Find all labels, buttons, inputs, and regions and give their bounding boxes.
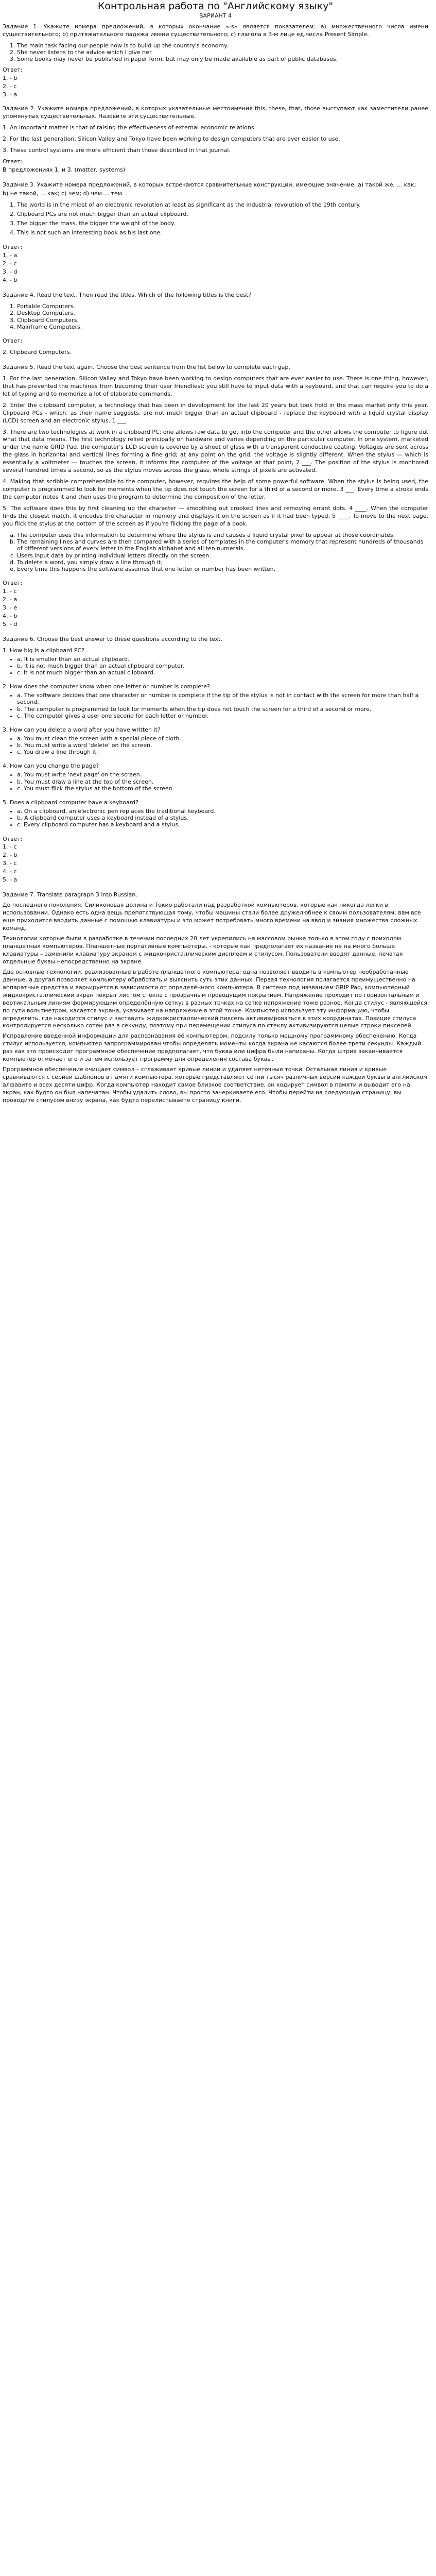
answer-line: 4. - b [3, 612, 18, 619]
answer-line: 2. - a [3, 596, 18, 603]
answer-line: 2. Clipboard Computers. [3, 348, 72, 355]
question-option: • c. You draw a line through it. [17, 749, 428, 755]
task-4-item: 2. Desktop Computers. [17, 310, 428, 316]
task-7-paragraph: Программное обеспечение очищает символ – сглаживает кривые линии и удаляет неточные точки. Остальная линия и кривые сравниваются с серией шаблонов в памяти компьютера, которые представляют сотни тысяч различных версий каждой буквы в английском алфавите и всех десяти цифр. Когда компьютер находит самое близкое соответствие, он кодирует символ в памяти и выводит его на экран, как будто он был напечатан. Чтобы удалить слово, вы просто зачеркиваете его. Чтобы перейти на следующую страницу, вы проводите стилусом внизу экрана, как будто перелистываете страницу книги. [3, 1066, 428, 1104]
task-7-paragraph: Две основные технологии, реализованные в работе планшетного компьютера: одна позволяет вводить в компьютер необработанные данные, а другая позволяет компьютеру обработать и выяснить суть этих данных. Первая технология полагается преимущественно на аппаратные средства и варьируется в зависимости от определённого компьютера. В системе под названием GRIP Pad, компьютерный жидкокристаллический экран покрыт листом стекла с прозрачным проводящим покрытием. Напряжение проходит по горизонтальным и вертикальным линиям формирующим определённую сетку; в разных точках на сетке напряжение тоже разное. Когда стилус - являющейся по сути вольтметром, касается экрана, указывает на напряжение в этой точке. Компьютер использует эту информацию, чтобы определить, где находится стилус и заставить жидкокристаллический пиксель активизироваться в этих координатах. Позиция стилуса контролируется несколько сотен раз в секунду, поэтому при перемещении стилуса по стеклу активизируются целые строки пикселей. [3, 968, 427, 1029]
task-6 [3, 636, 428, 884]
task-6-question [3, 683, 428, 719]
task-7 [3, 891, 428, 1105]
question-option: • b. A clipboard computer uses a keyboard instead of a stylus. [17, 815, 428, 821]
question-options [3, 771, 428, 792]
task-3-answer [3, 244, 428, 284]
task-2-sentence: 3. These control systems are more efficient than those described in that journal. [3, 146, 231, 154]
question-text: 1. How big is a clipboard PC? [3, 647, 85, 654]
task-6-heading: Задание 6. Choose the best answer to these questions according to the text. [3, 635, 222, 642]
question-text: 5. Does a clipboard computer have a keyboard? [3, 799, 138, 806]
task-1-list [3, 42, 428, 63]
task-3-heading: Задание 3. Укажите номера предложений, в которых встречаются сравнительные конструкции, имеющие значение: а) такой же, ... как; [3, 181, 416, 188]
task-3-item: 4. This is not such an interesting book as his last one. [17, 229, 428, 237]
question-option: • c. It is not much bigger than an actual clipboard. [17, 669, 428, 676]
task-5-option: b. The remaining lines and curves are then compared with a series of templates in the computer's memory that represent hundreds of thousands of different versions of every letter in the English alphabet and all ten numerals. [17, 538, 428, 552]
task-5-option: c. Users input data by printing individual letters directly on the screen. [17, 552, 428, 559]
question-option: • c. The computer gives a user one second for each letter or number. [17, 713, 428, 719]
variant-label: ВАРИАНТ 4 [199, 12, 232, 19]
task-1-item: 3. Some books may never be published in paper form, but may only be made available as part of public databases. [17, 56, 428, 62]
answer-label: Ответ: [3, 580, 23, 587]
task-1-answer [3, 66, 428, 99]
task-3-heading-line2: b) не такой, ... как; с) чем; d) чем ... тем. . [3, 190, 128, 197]
question-option: • a. The software decides that one character or number is complete if the tip of the stylus is not in contact with the screen for more than half a second. [17, 692, 428, 705]
task-2-heading: Задание 2. Укажите номера предложений, в которых указательные местоимения this, these, that, those выступают как заместители ранее упомянутых существительных. Назовите эти существительные. [3, 105, 428, 120]
question-options [3, 735, 428, 756]
task-4-answer [3, 337, 428, 357]
task-6-question [3, 762, 428, 792]
answer-label: Ответ: [3, 244, 23, 251]
task-4-item: 1. Portable Computers. [17, 303, 428, 310]
task-5-option: a. The computer uses this information to determine where the stylus is and causes a liquid crystal pixel to appear at those coordinates. [17, 532, 428, 538]
question-option: • b. The computer is programmed to look for moments when the tip does not touch the screen for a third of a second or more. [17, 706, 428, 713]
task-4-item: 4. Mainframe Computers. [17, 324, 428, 330]
answer-label: Ответ: [3, 835, 23, 842]
task-4-item: 3. Clipboard Computers. [17, 317, 428, 324]
answer-line: 4. - b [3, 277, 18, 284]
answer-line: 1. - b [3, 75, 18, 82]
task-5-answer [3, 580, 428, 629]
task-5-option: d. To delete a word, you simply draw a line through it. [17, 559, 428, 566]
question-option: • a. You must clean the screen with a special piece of cloth. [17, 735, 428, 742]
task-5-paragraph: 3. There are two technologies at work in a clipboard PC; one allows raw data to get into the computer and the other allows the computer to figure out what that data means. The first technology relied principally on hardware and varies depending on the particular computer. In one system, marketed under the name GRID Pad, the computer's LCD screen is covered by a sheet of glass with a transparent conductive coating. Voltages are sent across the glass in horizontal and vertical lines forming a fine grid; at any point on the grid, the voltage is slightly different. When the stylus — which is essentially a voltmeter — touches the screen, it informs the computer of the voltage at that point, 2 ___. The position of the stylus is monitored several hundred times a second, so as the stylus moves across the glass, whole strings of pixels are activated. [3, 428, 428, 474]
question-options [3, 656, 428, 676]
question-options [3, 808, 428, 828]
task-7-paragraph: Исправление введенной информации для распознавания её компьютером, подсилу только мощному программному обеспечению. Когда стилус используется, компьютер запрограммирован чтобы определять моменты когда экрана не касаются более трети секунды. Каждый раз как это происходит программное обеспечение предполагает, что буква или цифра были написаны. Когда штрих заканчивается компьютер отмечает его и затем использует программу для определения состава буквы. [3, 1032, 422, 1063]
task-6-question [3, 799, 428, 828]
task-7-heading: Задание 7. Translate paragraph 3 into Russian. [3, 891, 137, 899]
answer-label: Ответ: [3, 158, 23, 165]
question-option: • a. On a clipboard, an electronic pen replaces the traditional keyboard. [17, 808, 428, 815]
task-3 [3, 181, 428, 284]
question-option: • c. Every clipboard computer has a keyboard and a stylus. [17, 821, 428, 828]
page-title: Контрольная работа по "Английскому языку" [97, 1, 334, 12]
task-3-item: 1. The world is in the midst of an electronic revolution at least as significant as the industrial revolution of the 19th century. [17, 201, 428, 209]
task-1-item: 1. The main task facing our people now is to build up the country's economy. [17, 42, 428, 49]
question-option: • b. You must write a word 'delete' on the screen. [17, 742, 428, 749]
task-5 [3, 364, 428, 629]
task-2-answer [3, 158, 428, 174]
task-1 [3, 23, 428, 99]
task-6-question [3, 726, 428, 756]
task-5-heading: Задание 5. Read the text again. Choose the best sentence from the list below to complete each gap. [3, 363, 290, 370]
answer-line: 2. - c [3, 83, 17, 90]
answer-line: 3. - e [3, 604, 18, 611]
answer-line: 2. - c [3, 260, 17, 267]
answer-line: 2. - b [3, 852, 18, 859]
answer-line: 3. - c [3, 860, 17, 867]
question-text: 4. How can you change the page? [3, 762, 99, 770]
task-7-paragraph: До последнего поколения, Силиконовая долина и Токио работали над разработкой компьютеров, которые как никогда легки в использовании. Однако есть одна вещь препятствующая тому, чтобы машины стали более дружелюбнее к своим пользователям: вам все еще приходится вводить данные с помощью клавиатуры и это может потребовать много времени на ввод и знания множества сложных команд. [3, 902, 421, 932]
task-2-sentence: 2. For the last generation, Silicon Valley and Tokyo have been working to design computers that are ever easier to use. [3, 135, 340, 142]
answer-line: В предложениях 1. и 3. (matter, systems) [3, 166, 126, 173]
question-text: 3. How can you delete a word after you have written it? [3, 726, 161, 733]
task-2 [3, 105, 428, 174]
question-option: • b. It is not much bigger than an actual clipboard computer. [17, 663, 428, 669]
answer-line: 4. - c [3, 868, 17, 875]
question-text: 2. How does the computer know when one letter or number is complete? [3, 683, 210, 690]
task-4-heading: Задание 4. Read the text. Then read the titles. Which of the following titles is the best? [3, 292, 252, 299]
task-3-list [3, 201, 428, 237]
answer-line: 5. - a [3, 876, 18, 884]
answer-line: 3. - a [3, 91, 18, 98]
task-1-heading: Задание 1. Укажите номера предложений, в которых окончание «-s» является показателем: а) множественного числа имени существительного; b) притяжательного падежа имени существительного; с) глагола в 3-м лице ед.числа Present Simple. [3, 23, 428, 38]
answer-line: 1. - c [3, 588, 17, 595]
answer-label: Ответ: [3, 337, 23, 344]
task-5-options [3, 532, 428, 572]
task-6-answer [3, 836, 428, 885]
task-7-paragraph: Технологии которые были в разработке в течении последних 20 лет укрепились на массовом рынке только в этом году с приходом планшетных компьютеров. Планшетные портативные компьютеры, - которые как предполагает их название не на много больше клавиатуры – заменили клавиатуру экраном с жидкокристаллическим дисплеем и стилусом. Пользователи вводят данные, печатая отдельные буквы непосредственно на экране. [3, 935, 403, 965]
answer-line: 1. - a [3, 252, 18, 259]
question-option: • a. You must write 'next page' on the screen. [17, 771, 428, 778]
task-6-question [3, 647, 428, 676]
answer-label: Ответ: [3, 66, 23, 74]
question-option: • c. You must flick the stylus at the bottom of the screen. [17, 785, 428, 792]
task-5-paragraph: 2. Enter the clipboard computer, a technology that has been in development for the last 20 years but took hold in the mass market only this year. Clipboard PCs - which, as their name suggests, are not much bigger than an actual clipboard - replace the keyboard with a liquid crystal display (LCD) screen and an electronic stylus. 1 ___. [3, 401, 428, 424]
question-options [3, 692, 428, 719]
task-3-item: 2. Clipboard PCs are not much bigger than an actual clipboard. [17, 211, 428, 218]
answer-line: 1. - c [3, 843, 17, 851]
task-5-paragraph: 1. For the last generation, Silicon Valley and Tokyo have been working to design computers that are ever easier to use. There is one thing, however, that has prevented the machines from becoming their user friendliest: you still have to input data with a keyboard, and that can require you to do a lot of typing and to memorize a lot of elaborate commands. [3, 375, 428, 397]
question-option: • a. It is smaller than an actual clipboard. [17, 656, 428, 663]
answer-line: 5. - d [3, 620, 18, 628]
document [0, 0, 431, 1110]
task-5-paragraph: 4. Making that scribble comprehensible to the computer, however, requires the help of some powerful software. When the stylus is being used, the computer is programmed to look for moments when the tip does not touch the screen for a third of a second or more. 3 ___. Every time a stroke ends the computer notes it and then uses the program to determine the composition of the letter. [3, 478, 428, 501]
task-5-option: e. Every time this happens the software assumes that one letter or number has been written. [17, 566, 428, 572]
question-option: • b. You must draw a line at the top of the screen. [17, 778, 428, 785]
task-3-item: 3. The bigger the mass, the bigger the weight of the body. [17, 220, 428, 228]
task-2-sentence: 1. An important matter is that of raising the effectiveness of external economic relations [3, 124, 254, 131]
task-1-item: 2. She never listens to the advice which I give her. [17, 49, 428, 56]
answer-line: 3. - d [3, 268, 18, 276]
task-5-paragraph: 5. The software does this by first cleaning up the character — smoothing out crooked lines and removing errant dots. 4 ____. When the computer finds the closest match, it encodes the character in memory and displays it on the screen as if it had been typed. 5 ____. To move to the next page, you flick the stylus at the bottom of the screen as if you're flicking the page of a book. [3, 505, 428, 527]
task-4 [3, 292, 428, 357]
task-4-list [3, 303, 428, 330]
